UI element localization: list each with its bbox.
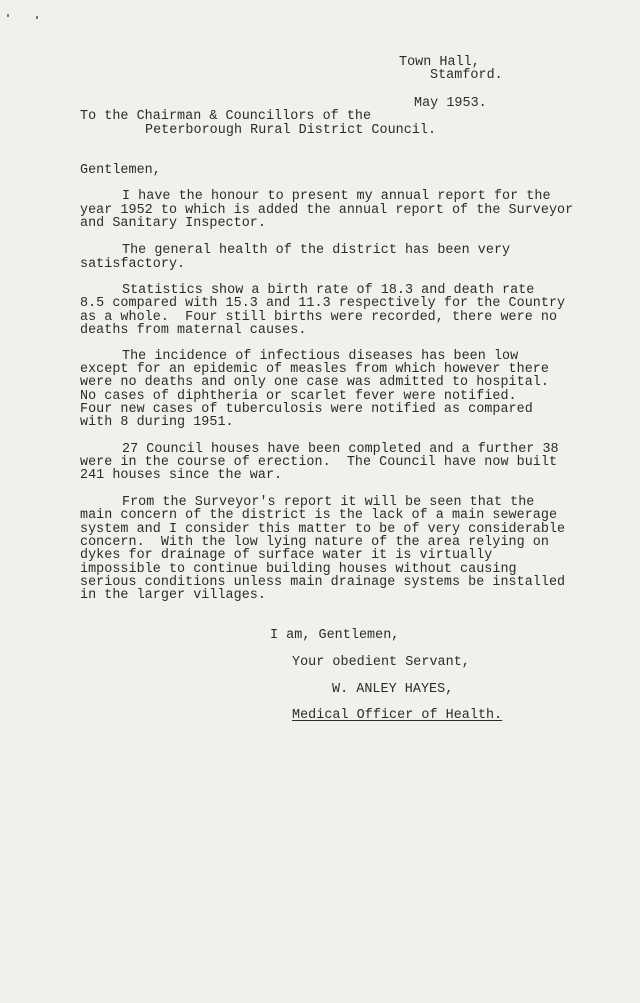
- paragraph-5-line-3: 241 houses since the war.: [80, 468, 283, 483]
- paragraph-6-line-6: impossible to continue building houses without causing: [80, 562, 517, 577]
- paragraph-5-line-1: 27 Council houses have been completed and a further 38: [122, 442, 559, 457]
- paragraph-3-line-3: as a whole. Four still births were recorded, there were no: [80, 310, 558, 325]
- address-line-1: Town Hall,: [399, 55, 480, 70]
- paragraph-4-line-1: The incidence of infectious diseases has been low: [122, 349, 519, 364]
- salutation: Gentlemen,: [80, 163, 161, 178]
- paragraph-6-line-8: in the larger villages.: [80, 588, 266, 603]
- scan-mark: [7, 14, 9, 17]
- paragraph-2-line-1: The general health of the district has been very: [122, 243, 511, 258]
- paragraph-6-line-1: From the Surveyor's report it will be seen that the: [122, 495, 535, 510]
- paragraph-4-line-4: No cases of diphtheria or scarlet fever were notified.: [80, 389, 517, 404]
- paragraph-4-line-3: were no deaths and only one case was admitted to hospital.: [80, 375, 549, 390]
- letter-date: May 1953.: [414, 96, 487, 111]
- paragraph-1-line-2: year 1952 to which is added the annual report of the Surveyor: [80, 203, 574, 218]
- scan-mark: [36, 16, 38, 19]
- closing-line-1: I am, Gentlemen,: [270, 628, 400, 643]
- closing-line-2: Your obedient Servant,: [292, 655, 470, 670]
- paragraph-6-line-2: main concern of the district is the lack of a main sewerage: [80, 508, 558, 523]
- paragraph-5-line-2: were in the course of erection. The Council have now built: [80, 455, 558, 470]
- paragraph-3-line-2: 8.5 compared with 15.3 and 11.3 respectively for the Country: [80, 296, 566, 311]
- paragraph-4-line-2: except for an epidemic of measles from which however there: [80, 362, 549, 377]
- address-line-2: Stamford.: [430, 68, 503, 83]
- paragraph-3-line-1: Statistics show a birth rate of 18.3 and death rate: [122, 283, 535, 298]
- paragraph-6-line-3: system and I consider this matter to be of very considerable: [80, 522, 566, 537]
- recipient-line-2: Peterborough Rural District Council.: [145, 123, 437, 138]
- paragraph-6-line-4: concern. With the low lying nature of the area relying on: [80, 535, 549, 550]
- paragraph-1-line-3: and Sanitary Inspector.: [80, 216, 266, 231]
- paragraph-2-line-2: satisfactory.: [80, 257, 186, 272]
- paragraph-4-line-5: Four new cases of tuberculosis were notified as compared: [80, 402, 533, 417]
- signature-name: W. ANLEY HAYES,: [332, 682, 454, 697]
- paragraph-6-line-7: serious conditions unless main drainage systems be installed: [80, 575, 566, 590]
- paragraph-4-line-6: with 8 during 1951.: [80, 415, 234, 430]
- paragraph-1-line-1: I have the honour to present my annual report for the: [122, 189, 551, 204]
- signature-title: Medical Officer of Health.: [292, 708, 503, 723]
- paragraph-6-line-5: dykes for drainage of surface water it is virtually: [80, 548, 493, 563]
- recipient-line-1: To the Chairman & Councillors of the: [80, 109, 372, 124]
- paragraph-3-line-4: deaths from maternal causes.: [80, 323, 307, 338]
